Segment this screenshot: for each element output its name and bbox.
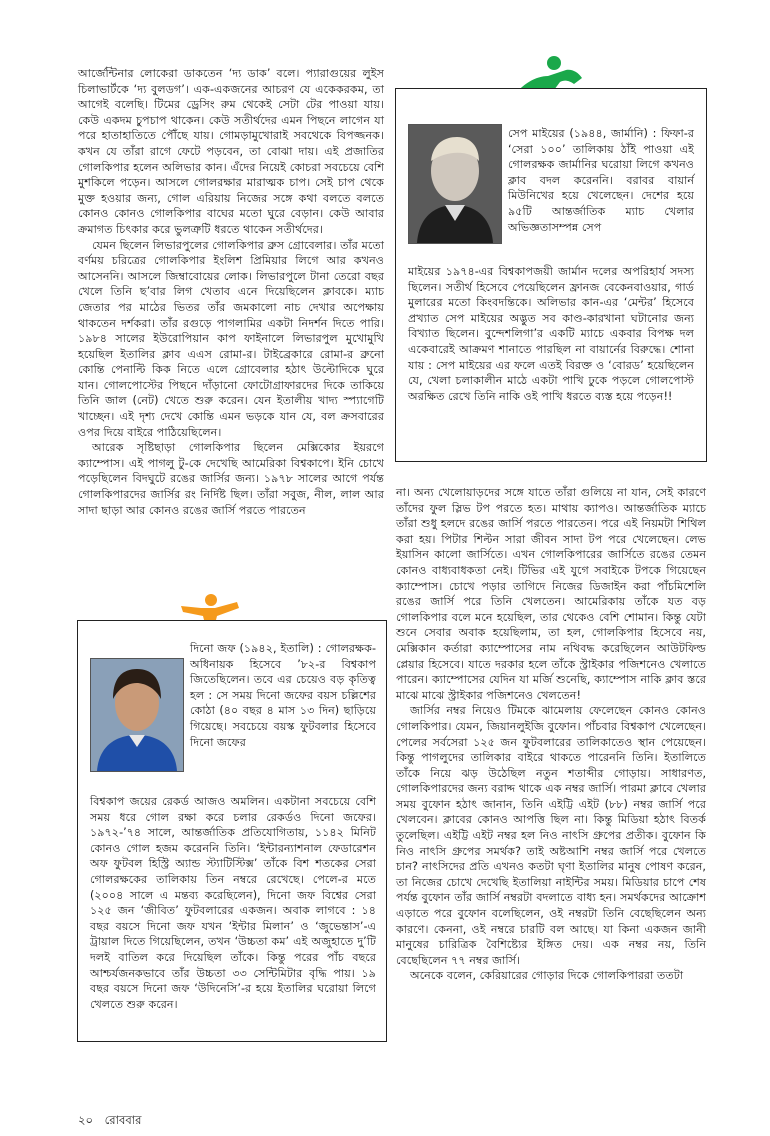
sepp-maier-sidebar-box: [395, 88, 707, 462]
paragraph: জার্সির নম্বর নিয়েও টিমকে ঝামেলায় ফেলেছেন কোনও কোনও গোলকিপার। যেমন, জিয়ানলুইজি বুফোন। পাঁচবার বিশ্বকাপ খেলেছেন। পেলের সর্বসেরা ১২৫ জন ফুটবলারের তালিকাতেও স্থান পেয়েছেন। কিন্তু পাগলুদের তালিকার বাইরে থাকতে পারেননি তিনি। ইতালিতে তাঁকে নিয়ে ঝড় উঠেছিল নতুন শতাব্দীর গোড়ায়। সাধারণত, গোলকিপারদের জন্য বরাদ্দ থাকে এক নম্বর জার্সি। পারমা ক্লাবে খেলার সময় বুফোন হঠাৎ জানান, তিনি এইট্টি এইট (৮৮) নম্বর জার্সি পরে খেলবেন। ক্লাবের কোনও আপত্তি ছিল না। কিন্তু মিডিয়া হঠাৎ বিতর্ক তুলেছিল। এইট্টি এইট নম্বর হল নিও নাৎসি গ্রুপের প্রতীক। বুফোন কি নিও নাৎসি গ্রুপের সমর্থক? তাই অষ্টআশি নম্বর জার্সি পরে খেলতে চান? নাৎসিদের প্রতি এখনও কতটা ঘৃণা ইতালির মানুষ পোষণ করেন, তা নিজের চোখে দেখেছি ইতালিয়া নাইন্টির সময়। মিডিয়ার চাপে শেষ পর্যন্ত বুফোন তাঁর জার্সি নম্বরটা বদলাতে বাধ্য হন। সমর্থকদের আক্রোশ এড়াতে পরে বুফোন বলেছিলেন, ওই নম্বরটা তিনি বেছেছিলেন অন্য কারণে। কেননা, ওই নম্বরে চারটি বল আছে। যা কিনা একজন জানী মানুষের চারিত্রিক বৈশিষ্ট্যের ইঙ্গিত দেয়। এক নম্বর নয়, তিনি বেছেছিলেন ৭৭ নম্বর জার্সি।: [396, 704, 706, 967]
dino-zoff-intro: দিনো জফ (১৯৪২, ইতালি) : গোলরক্ষক-অধিনায়ক হিসেবে ’৮২-র বিশ্বকাপ জিতেছিলেন। তবে এর চেয়েও বড় কৃতিত্ব হল : সে সময় দিনো জফের বয়স চল্লিশের কোঠা (৪০ বছর ৪ মাস ১৩ দিন) ছাড়িয়ে গিয়েছে। সবচেয়ে বয়স্ক ফুটবলার হিসেবে দিনো জফের: [190, 642, 376, 749]
dino-zoff-sidebar-box: [77, 620, 387, 1042]
paragraph: আর্জেন্টিনার লোকেরা ডাকতেন ‘দ্য ডাক’ বলে। প্যারাগুয়ের লুইস চিলাভার্টকে ‘দ্য বুলডগ’। এক-একজনের আচরণ যে একেকরকম, তা আগেই বলেছি। টিমের ড্রেসিং রুম থেকেই সেটা টের পাওয়া যায়। কেউ একদম চুপচাপ থাকেন। কেউ সতীর্থদের এমন পিছনে লাগেন যা পরে হাতাহাতিতে পৌঁছে যায়। গোমড়ামুখোরাই সবথেকে বিপজ্জনক। কখন যে তাঁরা রাগে ফেটে পড়বেন, তা বোঝা দায়। এই প্রজাতির গোলকিপার হলেন অলিভার কান। এঁদের নিয়েই কোচরা সবচেয়ে বেশি মুশকিলে পড়েন। আসলে গোলরক্ষার মারাত্মক চাপ। সেই চাপ থেকে মুক্ত হওয়ার জন্য, গোল এরিয়ায় নিজের সঙ্গে কথা বলতে বলতে কোনও কোনও গোলকিপার বাঘের মতো ঘুরে বেড়ান। কেউ আবার ক্রমাগত চিৎকার করে ভুলত্রুটি ধরতে থাকেন সতীর্থদের।: [78, 67, 384, 236]
left-column-top: [78, 66, 384, 518]
paragraph: যেমন ছিলেন লিভারপুলের গোলকিপার ব্রুস গ্রোবেলার। তাঁর মতো বর্ণময় চরিত্রের গোলকিপার ইংলিশ প্রিমিয়ার লিগে আর কখনও আসেননি। আসলে জিম্বাবোয়ের লোক। লিভারপুলে টানা তেরো বছর খেলে তিনি ছ’বার লিগ খেতাব এনে দিয়েছিলেন ক্লাবকে। ম্যাচ জেতার পর মাঠের ভিতর তাঁর জমকালো নাচ দেখার অপেক্ষায় থাকতেন দর্শকরা। তাঁর রগুড়ে পাগলামির একটা নিদর্শন দিতে পারি। ১৯৮৪ সালের ইউরোপিয়ান কাপ ফাইনালে লিভারপুল মুখোমুখি হয়েছিল ইতালির ক্লাব এএস রোমা-র। টাইব্রেকারে রোমা-র ব্রুনো কোন্তি পেনাল্টি কিক নিতে এলে গ্রোবেলার হঠাৎ উল্টোদিকে ঘুরে যান। গোলপোস্টের পিছনে দাঁড়ানো ফোটোগ্রাফারদের দিকে তাকিয়ে তিনি জাল (নেট) খেতে শুরু করেন। যেন ইতালীয় খাদ্য স্প্যাগেটি খাচ্ছেন। এই দৃশ্য দেখে কোন্তি এমন ভড়কে যান যে, বল ক্রসবারের ওপর দিয়ে বাইরে পাঠিয়েছিলেন।: [78, 238, 384, 439]
page-footer: [78, 1112, 141, 1131]
paragraph: না। অন্য খেলোয়াড়দের সঙ্গে যাতে তাঁরা গুলিয়ে না যান, সেই কারণে তাঁদের ফুল স্লিভ টপ পরতে হত। মাথায় ক্যাপও। আন্তর্জাতিক ম্যাচে তাঁরা শুধু হলদে রঙের জার্সি পরতে পারতেন। পরে এই নিয়মটা শিথিল করা হয়। পিটার শিল্টন সারা জীবন সাদা টপ পরে খেলেছেন। লেভ ইয়াসিন কালো জার্সিতে। এখন গোলকিপারের জার্সিতে রঙের তেমন কোনও বাধ্যবাধকতা নেই। টিভির এই যুগে সবাইকে টপকে গিয়েছেন ক্যাম্পোস। চোখে পড়ার তাগিদে নিজের ডিজাইন করা পাঁচমিশেলি রঙের জার্সি পরে তিনি খেলতেন। আমেরিকায় তাঁকে যত বড় গোলকিপার বলে মনে হয়েছিল, তার থেকেও বেশি শোমান। কিন্তু যেটা শুনে সেবার অবাক হয়েছিলাম, তা হল, গোলকিপার হিসেবে নয়, মেক্সিকান কর্তারা ক্যাম্পোসের নাম নথিবদ্ধ করেছিলেন আউটফিল্ড প্লেয়ার হিসেবে। যাতে দরকার হলে তাঁকে স্ট্রাইকার পজিশনেও খেলাতে পারেন। ক্যাম্পোসের যেদিন যা মর্জি শুনেছি, ক্যাম্পোস নাকি ক্লাব স্তরে মাঝে মাঝে স্ট্রাইকার পজিশনেও খেলতেন!: [396, 486, 706, 702]
magazine-name: রোববার: [104, 1113, 142, 1127]
sepp-maier-body: মাইয়ের ১৯৭৪-এর বিশ্বকাপজয়ী জার্মান দলের অপরিহার্য সদস্য ছিলেন। সতীর্থ হিসেবে পেয়েছিলেন ফ্রানজ বেকেনবাওয়ার, গার্ড মুলারের মতো কিংবদন্তিকে। অলিভার কান-এর ‘মেন্টর’ হিসেবে প্রখ্যাত সেপ মাইয়ের অদ্ভুত সব কাণ্ড-কারখানা ঘটানোর জন্য বিখ্যাত ছিলেন। বুন্দেশলিগা’র একটি ম্যাচে একবার বিপক্ষ দল একেবারেই আক্রমণ শানাতে পারছিল না বায়ার্নের বিরুদ্ধে। শোনা যায় : সেপ মাইয়ের এর ফলে এতই বিরক্ত ও ‘বোরড’ হয়েছিলেন যে, খেলা চলাকালীন মাঠে একটা পাখি ঢুকে পড়লে গোলপোস্ট অরক্ষিত রেখে তিনি নাকি ওই পাখি ধরতে ব্যস্ত হয়ে পড়েন!!: [408, 265, 694, 403]
right-column-bottom: [396, 485, 706, 984]
page-number: ২০: [78, 1113, 93, 1127]
sepp-maier-photo: [408, 124, 502, 244]
dino-zoff-photo: [90, 658, 184, 772]
paragraph: অনেকে বলেন, কেরিয়ারের গোড়ার দিকে গোলকিপাররা ততটা: [410, 969, 684, 983]
dino-zoff-body: বিশ্বকাপ জয়ের রেকর্ড আজও অমলিন। একটানা সবচেয়ে বেশি সময় ধরে গোল রক্ষা করে চলার রেকর্ডও দিনো জফের। ১৯৭২-’৭৪ সালে, আন্তর্জাতিক প্রতিযোগিতায়, ১১৪২ মিনিট কোনও গোল হজম করেননি তিনি। ‘ইন্টারন্যাশনাল ফেডারেশন অফ ফুটবল হিস্ট্রি অ্যান্ড স্ট্যাটিস্টিক্স’ তাঁকে বিশ শতকের সেরা গোলরক্ষকের তালিকায় তিন নম্বরে রেখেছে। পেলে-র মতে (২০০৪ সালে এ মন্তব্য করেছিলেন), দিনো জফ বিশ্বের সেরা ১২৫ জন ‘জীবিত’ ফুটবলারের একজন। অবাক লাগবে : ১৪ বছর বয়সে দিনো জফ যখন ‘ইন্টার মিলান’ ও ‘জুভেন্তাস’-এ ট্রায়াল দিতে গিয়েছিলেন, তখন ‘উচ্চতা কম’ এই অজুহাতে দু’টি দলই বাতিল করে দিয়েছিল তাঁকে। কিন্তু পরের পাঁচ বছরে আশ্চর্যজনকভাবে তাঁর উচ্চতা ৩৩ সেন্টিমিটার বৃদ্ধি পায়। ১৯ বছর বয়সে দিনো জফ ‘উদিনেসি’-র হয়ে ইতালির ঘরোয়া লিগে খেলতে শুরু করেন।: [90, 795, 376, 1011]
sepp-maier-intro: সেপ মাইয়ের (১৯৪৪, জার্মানি) : ফিফা-র ‘সেরা ১০০’ তালিকায় ঠাঁই পাওয়া এই গোলরক্ষক জার্মানির ঘরোয়া লিগে কখনও ক্লাব বদল করেননি। বরাবর বায়ার্ন মিউনিখের হয়ে খেলেছেন। দেশের হয়ে ৯৫টি আন্তর্জাতিক ম্যাচ খেলার অভিজ্ঞতাসম্পন্ন সেপ: [508, 127, 694, 234]
paragraph: আরেক সৃষ্টিছাড়া গোলকিপার ছিলেন মেক্সিকোর ইয়রগে ক্যাম্পোস। এই পাগলু টু-কে দেখেছি আমেরিকা বিশ্বকাপে। ইনি চোখে পড়েছিলেন বিদঘুটে রঙের জার্সির জন্য। ১৯৭৮ সালের আগে পর্যন্ত গোলকিপারদের জার্সির রং নির্দিষ্ট ছিল। তাঁরা সবুজ, নীল, লাল আর সাদা ছাড়া আর কোনও রঙের জার্সি পরতে পারতেন: [78, 441, 384, 517]
